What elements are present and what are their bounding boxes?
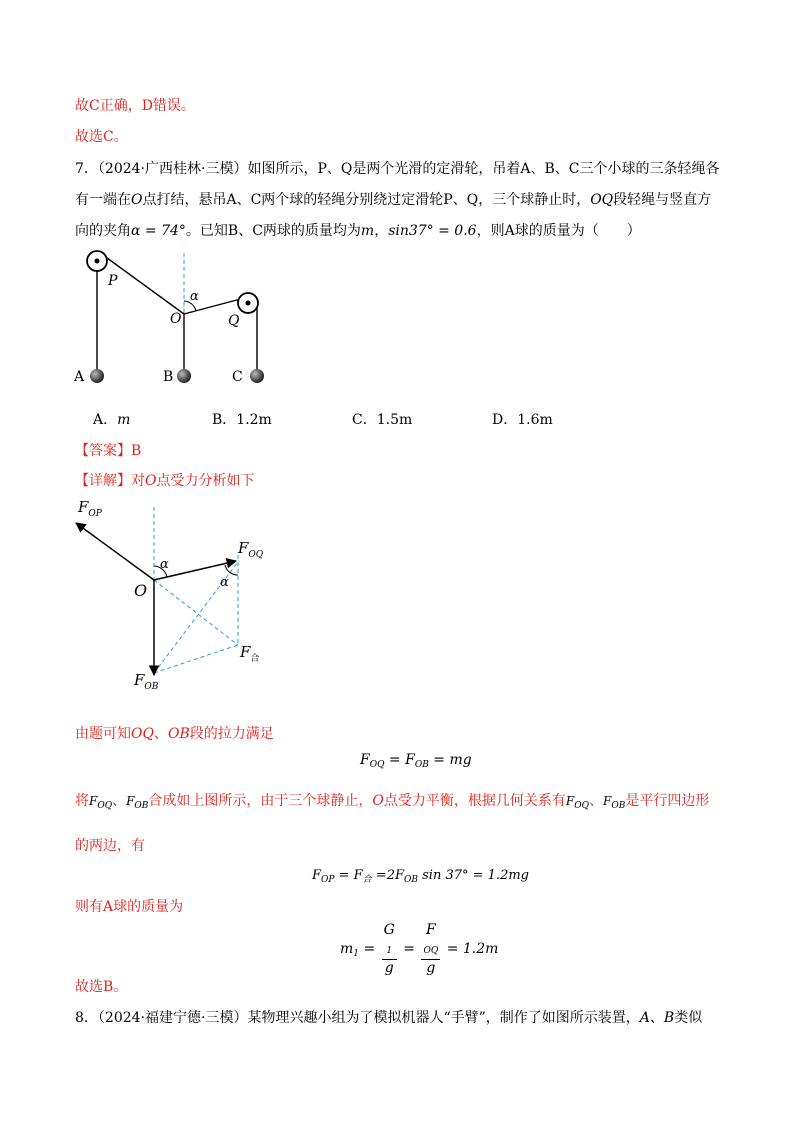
- option-b-text: 1.2m: [236, 412, 272, 428]
- label-f-oq: $F_{OQ}$: [238, 539, 264, 560]
- label-alpha-q: α: [220, 575, 229, 590]
- force-diagram: [70, 495, 290, 700]
- q8-point-b: B: [663, 1010, 675, 1026]
- force-op-arrow: [76, 523, 154, 580]
- detail-line-3: 的两边，有: [75, 838, 145, 854]
- option-b[interactable]: [212, 410, 272, 430]
- formula-2: $F_{OP} = F_合 =2F_{OB}$ sin 37° = 1.2mg: [312, 868, 529, 885]
- answer-line: [75, 441, 141, 461]
- label-p: P: [108, 273, 118, 289]
- q8-source: （2024·福建宁德·三模）: [97, 1010, 248, 1026]
- f-oq-inline: $F_{OQ}$: [89, 794, 113, 811]
- detail-label: 【详解】: [75, 473, 131, 489]
- q7-point-o: O: [131, 192, 143, 208]
- formula-3: $m_1$ = G $_1$ g = F $_{OQ}$ g = 1.2m: [340, 922, 499, 976]
- detail-choice: 故选B。: [75, 979, 128, 995]
- detail-text: 由题可知: [75, 726, 131, 742]
- option-d-letter: D．: [492, 412, 518, 428]
- q8-point-a: A: [639, 1010, 650, 1026]
- prev-conclusion: 故C正确，D错误。: [75, 98, 195, 114]
- q7-stem-text: 如图所示，P、Q是两个光滑的定滑轮，吊着A、B、C三个小球的三条轻绳各: [247, 161, 720, 177]
- q8-text: 某物理兴趣小组为了模拟机器人“手臂”，制作了如图所示装置，: [247, 1010, 640, 1026]
- option-a[interactable]: [93, 410, 130, 430]
- detail-intro: [75, 471, 254, 491]
- ball-b: [177, 369, 191, 383]
- detail-segment-oq: OQ: [131, 726, 154, 742]
- q7-text: ，则A球的质量为（ ）: [476, 223, 641, 239]
- q7-sin-value: sin37° = 0.6: [388, 223, 477, 239]
- answer-value: B: [131, 443, 142, 459]
- q7-number: 7．: [75, 161, 98, 177]
- label-alpha: α: [190, 289, 199, 304]
- label-a: A: [74, 369, 85, 385]
- detail-line-4: 则有A球的质量为: [75, 899, 184, 915]
- q8-stem-line-1: [75, 1008, 702, 1028]
- q7-segment-oq: OQ: [590, 192, 614, 208]
- label-c: C: [232, 369, 243, 385]
- q8-text: 类似: [674, 1010, 703, 1026]
- prev-choice: 故选C。: [75, 129, 128, 145]
- detail-segment-ob: OB: [167, 726, 190, 742]
- q7-text: 段轻绳与竖直方: [613, 192, 712, 208]
- pulley-p-axle: [95, 259, 100, 264]
- option-c[interactable]: [352, 410, 412, 430]
- detail-text: 段的拉力满足: [189, 726, 274, 742]
- q7-stem-line-1: [75, 159, 719, 179]
- f-oq-inline-2: $F_{OQ}$: [565, 794, 589, 811]
- ball-c: [250, 369, 264, 383]
- q7-text: 向的夹角: [75, 223, 131, 239]
- answer-label: 【答案】: [75, 443, 131, 459]
- q8-text: 、: [649, 1010, 664, 1026]
- label-o: O: [134, 581, 148, 600]
- q7-stem-line-2: [75, 190, 711, 210]
- option-b-letter: B．: [212, 412, 237, 428]
- q7-source: （2024·广西桂林·三模）: [97, 161, 248, 177]
- option-a-text: m: [117, 412, 131, 428]
- detail-line-1: [75, 724, 274, 744]
- pulley-q-axle: [246, 301, 251, 306]
- q7-mass-m: m: [360, 223, 375, 239]
- q7-text: 点打结，悬吊A、C两个球的轻绳分别绕过定滑轮P、Q，三个球静止时，: [142, 192, 591, 208]
- q7-text: 。已知B、C两球的质量均为: [185, 223, 361, 239]
- q7-angle-value: α = 74°: [131, 223, 186, 239]
- q7-text: 有一端在: [75, 192, 131, 208]
- detail-point-o: O: [145, 473, 157, 489]
- f-ob-inline-2: $F_{OB}$: [603, 794, 626, 811]
- parallel-dashed-bottom: [154, 645, 238, 673]
- detail-text: 点受力分析如下: [156, 473, 255, 489]
- label-b: B: [163, 369, 174, 385]
- option-c-letter: C．: [352, 412, 377, 428]
- q7-text: ，: [374, 223, 389, 239]
- option-d[interactable]: [492, 410, 553, 430]
- formula-1: $F_{OQ} = F_{OB}$ = mg: [360, 752, 472, 770]
- q8-number: 8．: [75, 1010, 98, 1026]
- label-f-he: $F_合$: [240, 643, 260, 664]
- detail-line-2: 将$F_{OQ}$、$F_{OB}$合成如上图所示，由于三个球静止，O点受力平衡，根据几何关系有$F_{OQ}$、$F_{OB}$是平行四边形: [75, 793, 710, 811]
- option-d-text: 1.6m: [517, 412, 553, 428]
- q7-stem-line-3: [75, 221, 641, 241]
- label-alpha-o: α: [160, 557, 169, 572]
- f-ob-inline: $F_{OB}$: [126, 794, 149, 811]
- option-a-letter: A．: [93, 412, 118, 428]
- option-c-text: 1.5m: [376, 412, 413, 428]
- detail-text: 对: [131, 473, 145, 489]
- q7-pulley-figure: [70, 245, 290, 395]
- label-f-op: $F_{OP}$: [78, 498, 102, 519]
- label-q: Q: [228, 313, 240, 329]
- ball-a: [90, 369, 104, 383]
- detail-text: 、: [153, 726, 168, 742]
- label-o: O: [170, 311, 182, 327]
- label-f-ob: $F_{OB}$: [134, 671, 159, 692]
